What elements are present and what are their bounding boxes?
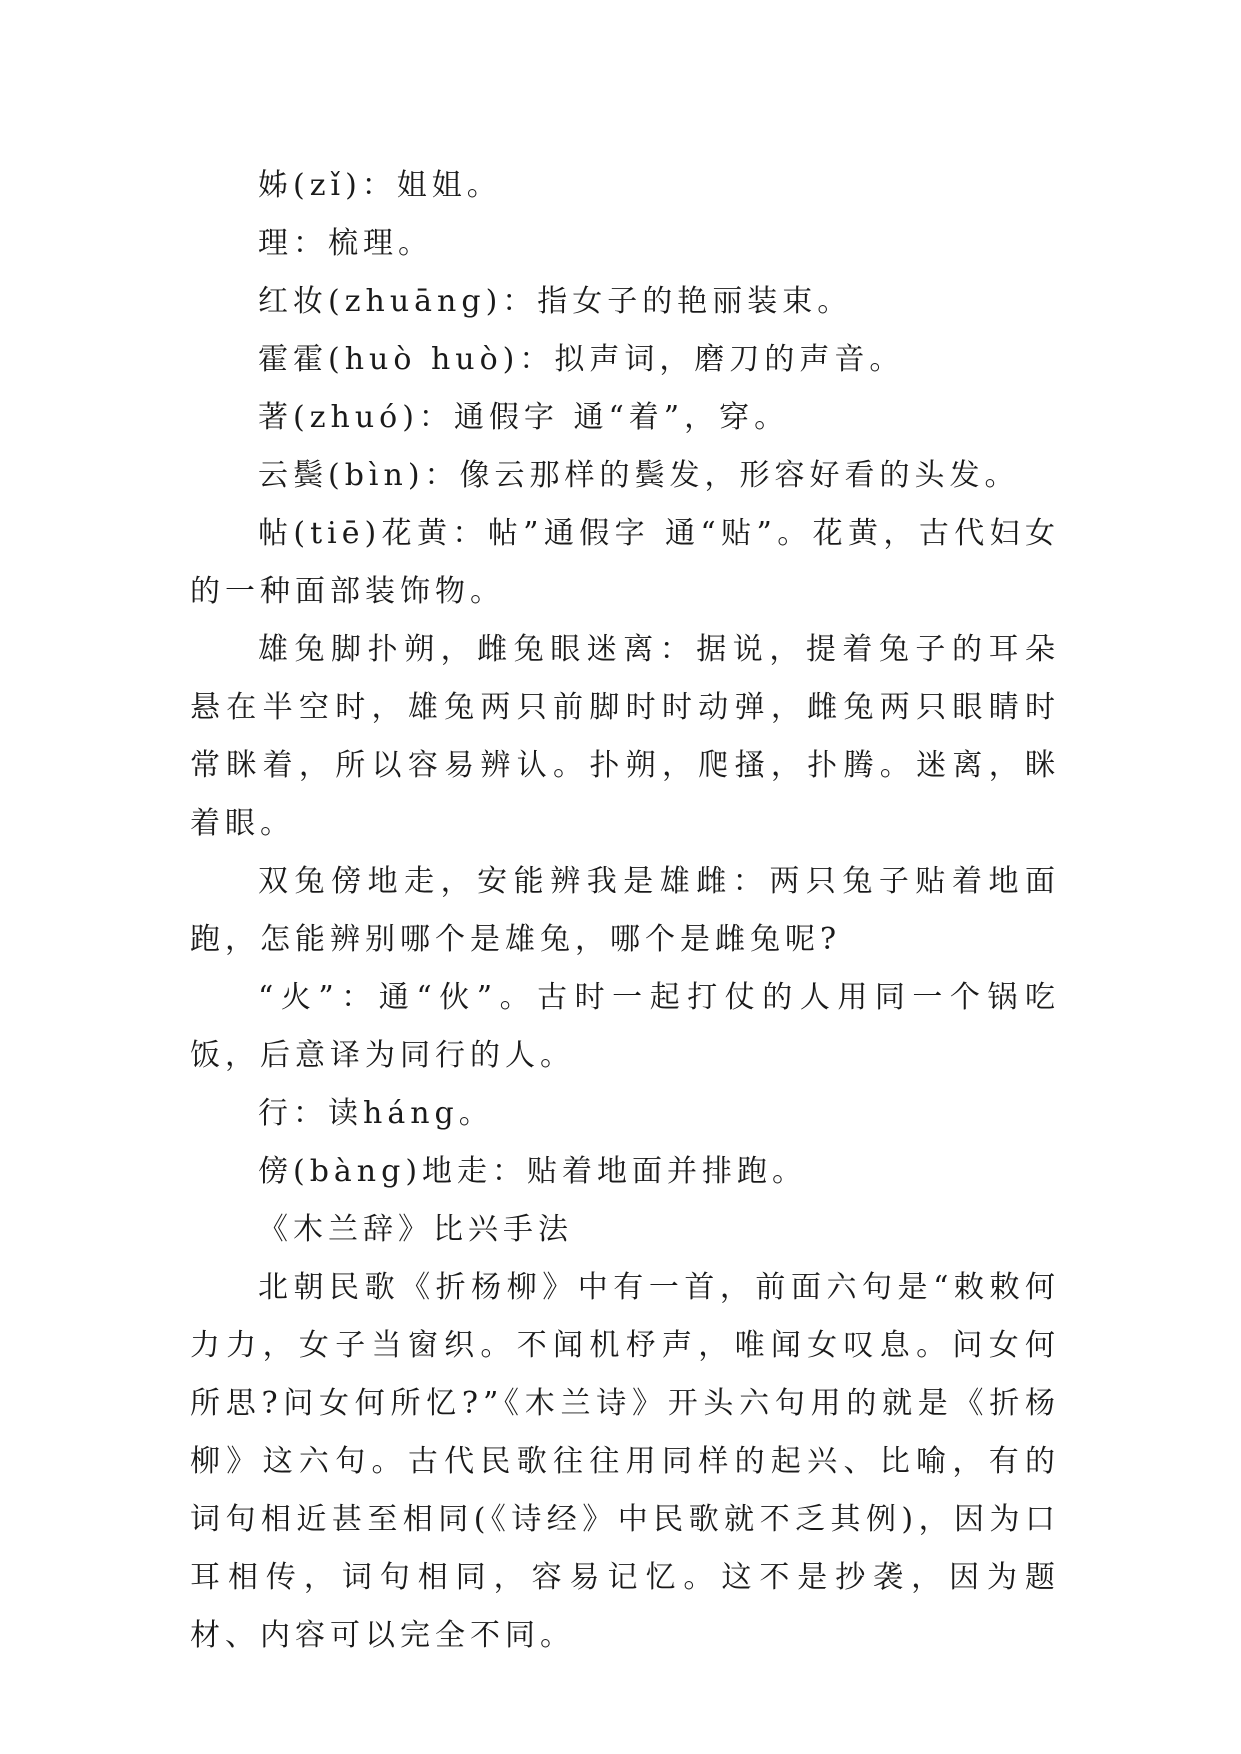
paragraph-li: 理：梳理。 [258,226,433,261]
paragraph-yunbin: 云鬓(bìn)：像云那样的鬓发，形容好看的头发。 [258,458,1020,493]
paragraph-hongzhuang: 红妆(zhuāng)：指女子的艳丽装束。 [258,284,853,319]
paragraph-zheyangliu: 北朝民歌《折杨柳》中有一首，前面六句是“敕敕何力力，女子当窗织。不闻机杼声，唯闻女叹息。问女何所思?问女何所忆?”《木兰诗》开头六句用的就是《折杨柳》这六句。古代民歌往往用同样的起兴、比喻，有的词句相近甚至相同(《诗经》中民歌就不乏其例)，因为口耳相传，词句相同，容易记忆。这不是抄袭，因为题材、内容可以完全不同。 [190,1270,1060,1653]
paragraph-zi: 姊(zǐ)：姐姐。 [258,168,502,203]
paragraph-shuangtu: 双兔傍地走，安能辨我是雄雌：两只兔子贴着地面跑，怎能辨别哪个是雄兔，哪个是雌兔呢? [190,864,1060,957]
section-heading: 《木兰辞》比兴手法 [258,1212,573,1247]
paragraph-hang: 行：读háng。 [258,1096,494,1131]
paragraph-huohuo: 霍霍(huò huò)：拟声词，磨刀的声音。 [258,342,905,377]
paragraph-bang: 傍(bàng)地走：贴着地面并排跑。 [258,1154,808,1189]
document-body [190,157,1060,1665]
paragraph-huo: “火”：通“伙”。古时一起打仗的人用同一个锅吃饭，后意译为同行的人。 [190,980,1060,1073]
paragraph-tiehuahuang: 帖(tiē)花黄：帖”通假字 通“贴”。花黄，古代妇女的一种面部装饰物。 [190,516,1060,609]
paragraph-zhuo: 著(zhuó)：通假字 通“着”，穿。 [258,400,790,435]
paragraph-xiongtu: 雄兔脚扑朔，雌兔眼迷离：据说，提着兔子的耳朵悬在半空时，雄兔两只前脚时时动弹，雌兔两只眼睛时常眯着，所以容易辨认。扑朔，爬搔，扑腾。迷离，眯着眼。 [190,632,1060,841]
